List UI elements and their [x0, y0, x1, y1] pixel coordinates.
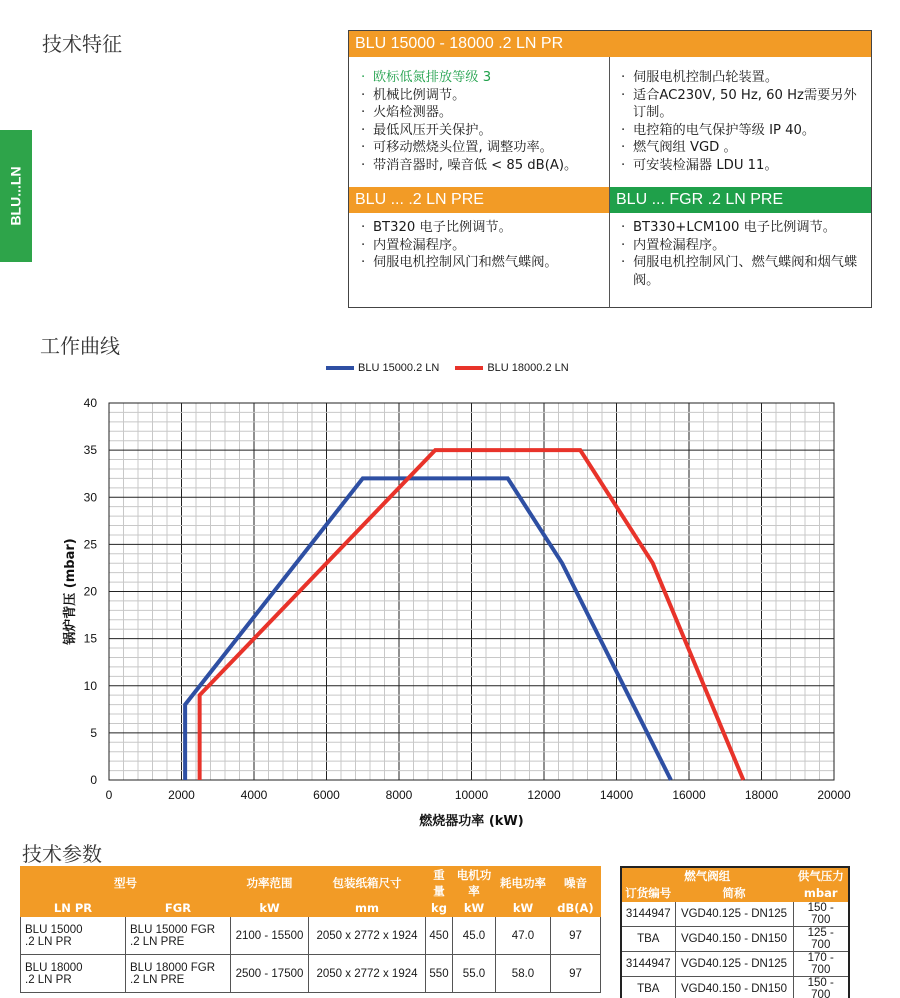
cell-motor: 45.0 [453, 917, 496, 955]
th-sub: 简称 [675, 885, 793, 902]
th-power: 功率范围 [231, 867, 309, 900]
table-row [21, 955, 601, 993]
feature-item: · 火焰检测器。 [359, 104, 607, 122]
features-divider [609, 57, 610, 308]
x-tick-label: 12000 [527, 788, 561, 802]
features-box [348, 30, 872, 308]
y-tick-label: 35 [83, 443, 97, 458]
feature-item: · 带消音器时, 噪音低 < 85 dB(A)。 [359, 157, 607, 175]
th-sub: 订货编号 [621, 885, 675, 902]
th-pressure: 供气压力 [793, 867, 849, 885]
table-row [21, 917, 601, 955]
th-consume: 耗电功率 [496, 867, 551, 900]
features-header-pre: BLU ... .2 LN PRE [349, 187, 609, 213]
table-row [621, 977, 849, 998]
feature-item: · 伺服电机控制风门和燃气蝶阀。 [359, 254, 607, 272]
curve-title: 工作曲线 [40, 334, 120, 358]
cell-weight: 550 [426, 955, 453, 993]
cell-box: 2050 x 2772 x 1924 [309, 917, 426, 955]
feature-item: · 最低风压开关保护。 [359, 122, 607, 140]
y-tick-label: 20 [83, 584, 97, 599]
params-title: 技术参数 [22, 842, 102, 866]
cell-lnpr: BLU 18000 .2 LN PR [21, 955, 126, 993]
cell-valve: VGD40.150 - DN150 [675, 927, 793, 952]
feature-item: · 欧标低氮排放等级 3 [359, 69, 607, 87]
cell-consume: 47.0 [496, 917, 551, 955]
y-tick-label: 15 [83, 631, 97, 646]
legend-label: BLU 18000.2 LN [487, 362, 569, 374]
th-motor: 电机功率 [453, 867, 496, 900]
th-sub: kW [231, 900, 309, 917]
feature-item: · 内置检漏程序。 [359, 237, 607, 255]
th-noise: 噪音 [551, 867, 601, 900]
feature-item: · 可移动燃烧头位置, 调整功率。 [359, 139, 607, 157]
cell-pressure: 170 - 700 [793, 952, 849, 977]
features-fgr-list [619, 219, 867, 289]
features-header-fgr: BLU ... FGR .2 LN PRE [610, 187, 871, 213]
feature-item: · 可安装检漏器 LDU 11。 [619, 157, 867, 175]
th-model: 型号 [21, 867, 231, 900]
legend-item [326, 362, 439, 374]
x-axis-label: 燃烧器功率 (kW) [419, 814, 524, 829]
cell-consume: 58.0 [496, 955, 551, 993]
cell-noise: 97 [551, 955, 601, 993]
features-header-main: BLU 15000 - 18000 .2 LN PR [349, 31, 871, 57]
cell-weight: 450 [426, 917, 453, 955]
side-tab-label: BLU...LN [8, 166, 25, 226]
cell-code: 3144947 [621, 902, 675, 927]
y-tick-label: 25 [83, 537, 97, 552]
legend-swatch [326, 366, 354, 370]
y-tick-label: 30 [83, 490, 97, 505]
cell-valve: VGD40.125 - DN125 [675, 902, 793, 927]
x-tick-label: 16000 [672, 788, 706, 802]
th-sub: mbar [793, 885, 849, 902]
cell-box: 2050 x 2772 x 1924 [309, 955, 426, 993]
legend-label: BLU 15000.2 LN [358, 362, 440, 374]
feature-item: · 机械比例调节。 [359, 87, 607, 105]
table-row [621, 902, 849, 927]
cell-pressure: 150 - 700 [793, 977, 849, 998]
feature-item: · BT320 电子比例调节。 [359, 219, 607, 237]
x-tick-label: 2000 [168, 788, 195, 802]
feature-item: · BT330+LCM100 电子比例调节。 [619, 219, 867, 237]
cell-power: 2500 - 17500 [231, 955, 309, 993]
cell-lnpr: BLU 15000 .2 LN PR [21, 917, 126, 955]
table-row [621, 927, 849, 952]
features-pre-list [359, 219, 607, 272]
cell-pressure: 150 - 700 [793, 902, 849, 927]
y-axis-label: 锅炉背压 (mbar) [63, 538, 78, 645]
th-valve: 燃气阀组 [621, 867, 793, 885]
th-weight: 重量 [426, 867, 453, 900]
performance-chart [0, 385, 900, 835]
th-sub: kW [496, 900, 551, 917]
cell-code: TBA [621, 977, 675, 998]
feature-item: · 内置检漏程序。 [619, 237, 867, 255]
y-tick-label: 5 [90, 725, 97, 740]
features-left-list [359, 69, 607, 174]
cell-valve: VGD40.150 - DN150 [675, 977, 793, 998]
y-tick-label: 10 [83, 678, 97, 693]
cell-power: 2100 - 15500 [231, 917, 309, 955]
cell-fgr: BLU 15000 FGR .2 LN PRE [126, 917, 231, 955]
table-row [621, 952, 849, 977]
chart-legend [326, 362, 585, 374]
x-tick-label: 14000 [599, 788, 634, 802]
features-right-list [619, 69, 867, 174]
cell-code: 3144947 [621, 952, 675, 977]
feature-item: · 伺服电机控制凸轮装置。 [619, 69, 867, 87]
th-sub: kW [453, 900, 496, 917]
th-sub: dB(A) [551, 900, 601, 917]
feature-item: · 电控箱的电气保护等级 IP 40。 [619, 122, 867, 140]
feature-item: · 适合AC230V, 50 Hz, 60 Hz需要另外订制。 [619, 87, 867, 122]
th-sub: LN PR [21, 900, 126, 917]
cell-fgr: BLU 18000 FGR .2 LN PRE [126, 955, 231, 993]
x-tick-label: 6000 [313, 788, 340, 802]
y-tick-label: 40 [83, 396, 97, 410]
y-tick-label: 0 [90, 773, 97, 787]
feature-item: · 伺服电机控制风门、燃气蝶阀和烟气蝶阀。 [619, 254, 867, 289]
th-box: 包装纸箱尺寸 [309, 867, 426, 900]
x-tick-label: 4000 [240, 788, 268, 802]
th-sub: FGR [126, 900, 231, 917]
x-tick-label: 0 [105, 788, 113, 802]
legend-swatch [455, 366, 483, 370]
legend-item [455, 362, 568, 374]
features-title: 技术特征 [42, 32, 122, 56]
cell-code: TBA [621, 927, 675, 952]
feature-item: · 燃气阀组 VGD 。 [619, 139, 867, 157]
cell-noise: 97 [551, 917, 601, 955]
cell-pressure: 125 - 700 [793, 927, 849, 952]
x-tick-label: 20000 [817, 788, 851, 802]
x-tick-label: 18000 [744, 788, 779, 802]
x-tick-label: 10000 [454, 788, 489, 802]
params-table [20, 866, 601, 993]
x-tick-label: 8000 [385, 788, 413, 802]
th-sub: kg [426, 900, 453, 917]
th-sub: mm [309, 900, 426, 917]
valve-table [620, 866, 850, 998]
cell-valve: VGD40.125 - DN125 [675, 952, 793, 977]
side-tab [0, 130, 32, 262]
cell-motor: 55.0 [453, 955, 496, 993]
